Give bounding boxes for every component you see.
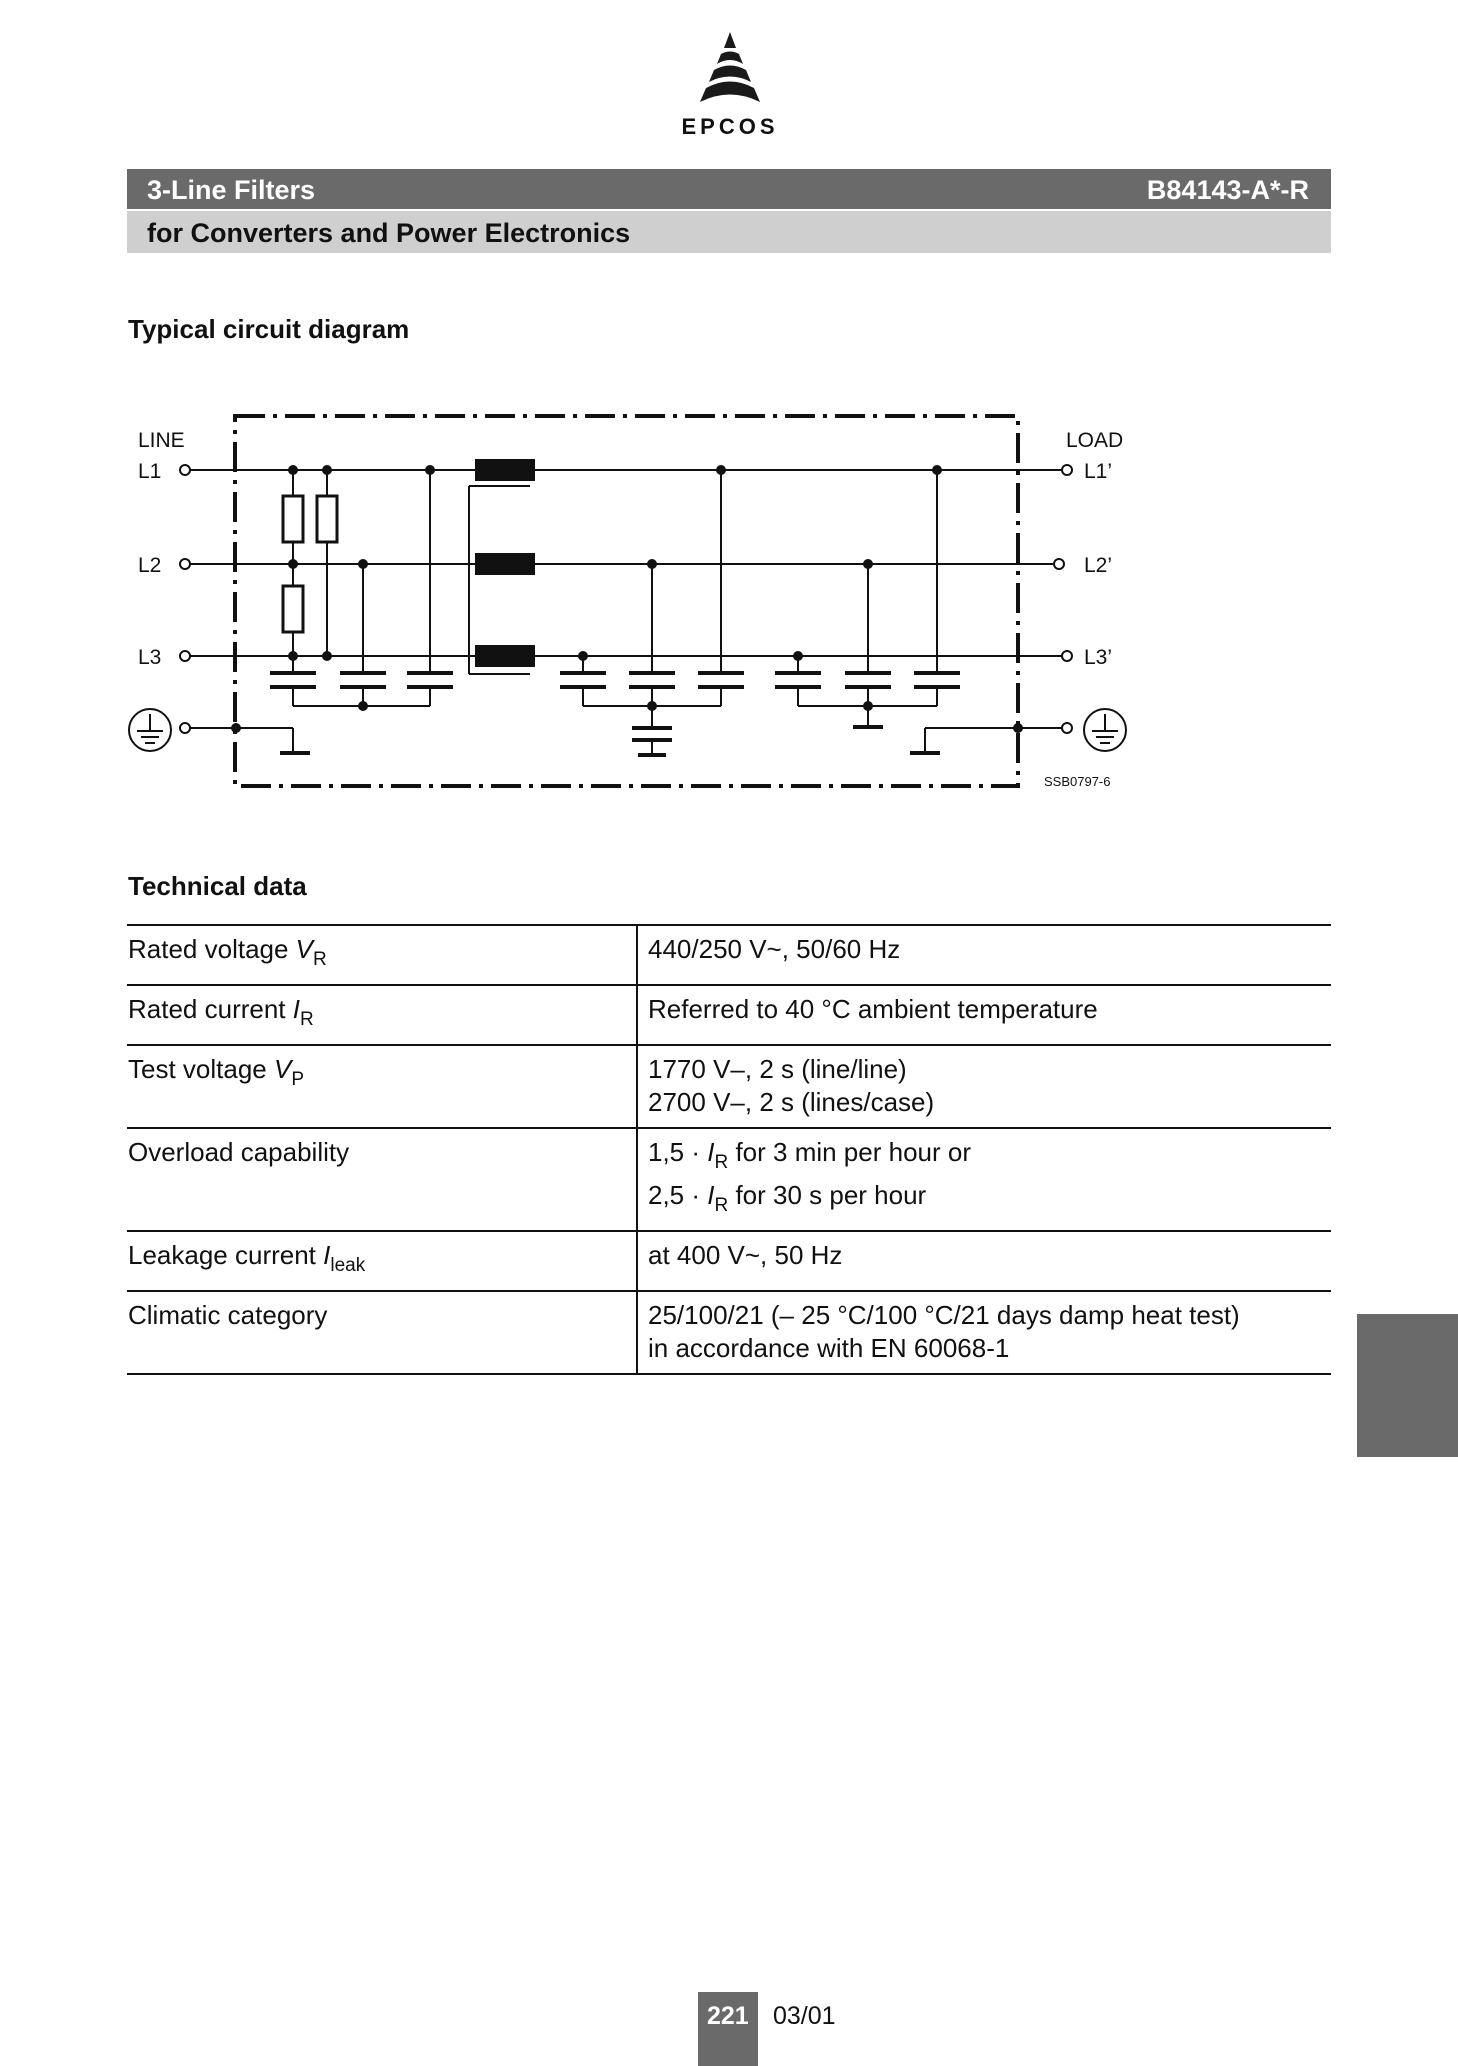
parameter-cell — [127, 1045, 637, 1128]
parameter-symbol: V — [295, 934, 314, 964]
epcos-logo-icon — [680, 30, 780, 112]
table-row — [127, 1128, 1331, 1231]
parameter-cell — [127, 985, 637, 1045]
value-line: 440/250 V~, 50/60 Hz — [648, 934, 901, 964]
value-line: 1770 V–, 2 s (line/line) — [648, 1054, 907, 1084]
epcos-logo — [650, 30, 810, 150]
section-tab-marker — [1357, 1314, 1458, 1457]
brand-name: EPCOS — [681, 114, 779, 139]
input-l3-label: L3 — [138, 646, 162, 669]
value-line: Referred to 40 °C ambient temperature — [648, 994, 1098, 1024]
parameter-name: Overload capability — [128, 1137, 350, 1167]
value-cell — [637, 1045, 1331, 1128]
page-title: 3-Line Filters — [147, 175, 316, 205]
parameter-name: Rated voltage — [128, 934, 296, 964]
parameter-symbol: I — [323, 1240, 331, 1270]
title-bar — [127, 169, 1331, 209]
technical-data-heading: Technical data — [128, 871, 307, 901]
value-cell — [637, 1231, 1331, 1291]
value-line — [648, 1136, 1331, 1179]
diagram-heading: Typical circuit diagram — [128, 314, 410, 344]
parameter-name: Test voltage — [128, 1054, 274, 1084]
value-subscript: R — [714, 1152, 729, 1173]
value-cell — [637, 1291, 1331, 1374]
table-row — [127, 1045, 1331, 1128]
parameter-subscript: leak — [330, 1255, 366, 1276]
circuit-diagram — [120, 400, 1140, 800]
parameter-name: Climatic category — [128, 1300, 328, 1330]
parameter-cell — [127, 1231, 637, 1291]
parameter-subscript: P — [291, 1069, 305, 1090]
output-l3-label: L3’ — [1084, 646, 1113, 669]
parameter-subscript: R — [299, 1009, 314, 1030]
value-symbol: I — [707, 1137, 715, 1167]
line-label: LINE — [138, 429, 185, 452]
value-line: 2700 V–, 2 s (lines/case) — [648, 1087, 935, 1117]
page-number: 221 — [707, 2002, 749, 2030]
parameter-symbol: V — [273, 1054, 292, 1084]
value-line: 25/100/21 (– 25 °C/100 °C/21 days damp heat test) — [648, 1300, 1240, 1330]
value-suffix: for 30 s per hour — [728, 1180, 927, 1210]
value-symbol: I — [707, 1180, 715, 1210]
parameter-subscript: R — [313, 949, 327, 970]
part-number: B84143-A*-R — [1146, 175, 1309, 205]
load-label: LOAD — [1066, 429, 1124, 452]
value-cell — [637, 1128, 1331, 1231]
input-l2-label: L2 — [138, 554, 162, 577]
page-date: 03/01 — [773, 2002, 836, 2030]
subtitle-bar — [127, 211, 1331, 253]
table-row — [127, 925, 1331, 985]
parameter-cell — [127, 925, 637, 985]
value-prefix: 1,5 · — [648, 1137, 708, 1167]
table-row — [127, 1231, 1331, 1291]
parameter-name: Rated current — [128, 994, 293, 1024]
technical-data-table — [127, 924, 1331, 1375]
page-number-box — [698, 1992, 758, 2066]
value-cell — [637, 985, 1331, 1045]
value-line — [648, 1179, 1331, 1222]
table-row — [127, 1291, 1331, 1374]
parameter-cell — [127, 1128, 637, 1231]
parameter-name: Leakage current — [128, 1240, 324, 1270]
parameter-symbol: I — [292, 994, 300, 1024]
value-prefix: 2,5 · — [648, 1180, 708, 1210]
output-l2-label: L2’ — [1084, 554, 1113, 577]
diagram-code: SSB0797-6 — [1044, 774, 1111, 789]
value-line: in accordance with EN 60068-1 — [648, 1333, 1010, 1363]
output-l1-label: L1’ — [1084, 460, 1113, 483]
table-row — [127, 985, 1331, 1045]
value-suffix: for 3 min per hour or — [728, 1137, 971, 1167]
parameter-cell — [127, 1291, 637, 1374]
value-cell — [637, 925, 1331, 985]
input-l1-label: L1 — [138, 460, 162, 483]
value-subscript: R — [714, 1195, 729, 1216]
value-line: at 400 V~, 50 Hz — [648, 1240, 843, 1270]
page-subtitle: for Converters and Power Electronics — [147, 218, 631, 248]
